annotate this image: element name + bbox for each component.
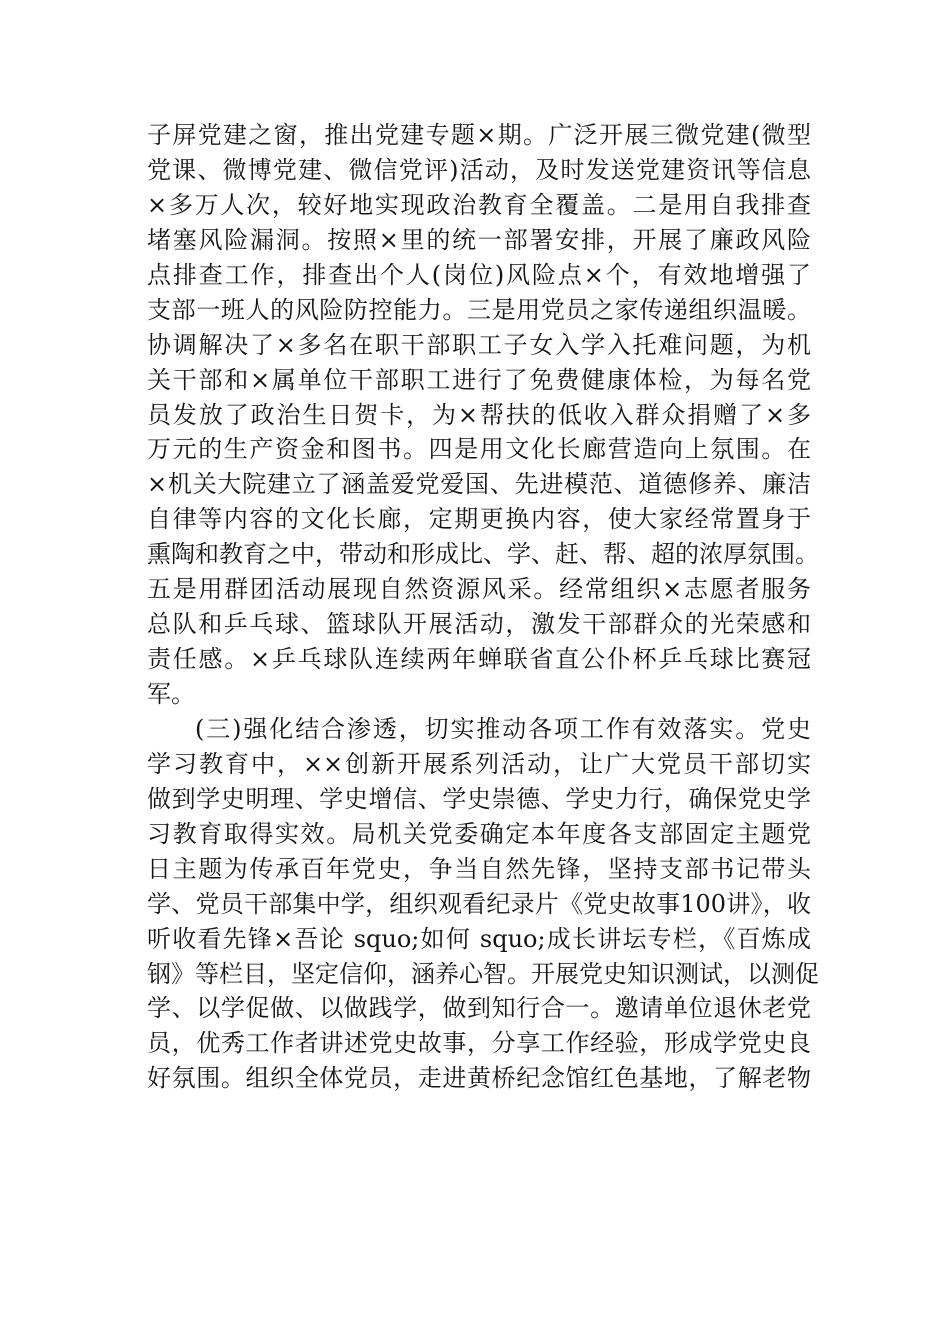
text-line: 听收看先锋×吾论 squo;如何 squo;成长讲坛专栏，《百炼成 (147, 924, 811, 953)
text-line: 日主题为传承百年党史，争当自然先锋，坚持支部书记带头 (147, 854, 811, 883)
text-line: 学习教育中，××创新开展系列活动，让广大党员干部切实 (147, 749, 811, 778)
paragraph-end-line: 军。 (147, 680, 195, 708)
text-line: 党课、微博党建、微信党评)活动，及时发送党建资讯等信息 (147, 155, 811, 184)
body-text (147, 118, 819, 1096)
text-line: 堵塞风险漏洞。按照×里的统一部署安排，开展了廉政风险 (147, 225, 811, 254)
text-line: ×机关大院建立了涵盖爱党爱国、先进模范、道德修养、廉洁 (147, 470, 811, 499)
text-line: 员发放了政治生日贺卡，为×帮扶的低收入群众捐赠了×多 (147, 400, 811, 429)
text-line: ×多万人次，较好地实现政治教育全覆盖。二是用自我排查 (147, 190, 811, 219)
text-line: 万元的生产资金和图书。四是用文化长廊营造向上氛围。在 (147, 435, 811, 464)
text-line: 习教育取得实效。局机关党委确定本年度各支部固定主题党 (147, 819, 811, 848)
text-line: 支部一班人的风险防控能力。三是用党员之家传递组织温暖。 (147, 295, 811, 324)
text-line: 关干部和×属单位干部职工进行了免费健康体检，为每名党 (147, 365, 811, 394)
text-line: 熏陶和教育之中，带动和形成比、学、赶、帮、超的浓厚氛围。 (147, 540, 819, 569)
text-line: 学、以学促做、以做践学，做到知行合一。邀请单位退休老党 (147, 994, 811, 1023)
text-line: 做到学史明理、学史增信、学史崇德、学史力行，确保党史学 (147, 784, 811, 813)
text-line: 员，优秀工作者讲述党史故事，分享工作经验，形成学党史良 (147, 1029, 811, 1058)
text-line: 总队和乒乓球、篮球队开展活动，激发干部群众的光荣感和 (147, 610, 811, 639)
section-heading-line: (三)强化结合渗透，切实推动各项工作有效落实。党史 (195, 714, 811, 743)
text-line: 责任感。×乒乓球队连续两年蝉联省直公仆杯乒乓球比赛冠 (147, 645, 811, 674)
text-line: 子屏党建之窗，推出党建专题×期。广泛开展三微党建(微型 (147, 121, 811, 149)
text-line: 学、党员干部集中学，组织观看纪录片《党史故事100讲》，收 (147, 889, 811, 918)
text-line: 自律等内容的文化长廊，定期更换内容，使大家经常置身于 (147, 505, 811, 534)
text-line: 点排查工作，排查出个人(岗位)风险点×个，有效地增强了 (147, 260, 811, 289)
text-line: 好氛围。组织全体党员，走进黄桥纪念馆红色基地，了解老物 (147, 1064, 811, 1093)
text-line: 协调解决了×多名在职干部职工子女入学入托难问题，为机 (147, 330, 811, 359)
text-line: 五是用群团活动展现自然资源风采。经常组织×志愿者服务 (147, 575, 811, 604)
text-line: 钢》等栏目，坚定信仰，涵养心智。开展党史知识测试，以测促 (147, 959, 819, 988)
